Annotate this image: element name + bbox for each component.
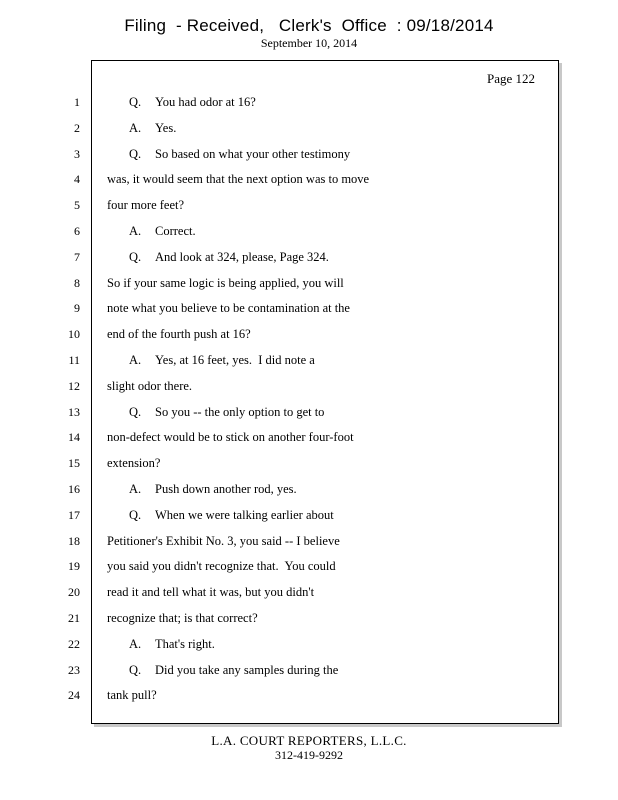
line-content: Yes.: [155, 120, 177, 135]
line-number: 1: [74, 95, 80, 109]
transcript-line: [0, 221, 618, 241]
page-number: Page 122: [487, 71, 536, 86]
line-content: When we were talking earlier about: [155, 507, 334, 522]
transcript-line: [0, 376, 618, 396]
transcript-line: [0, 582, 618, 602]
transcript-line: [0, 169, 618, 189]
line-text: read it and tell what it was, but you didn't: [107, 585, 315, 600]
line-text: four more feet?: [107, 198, 185, 213]
deposition-date: September 10, 2014: [260, 36, 358, 50]
transcript-line: [0, 505, 618, 525]
line-text: [129, 92, 256, 112]
line-text: Petitioner's Exhibit No. 3, you said -- I believe: [107, 533, 340, 548]
line-content: Did you take any samples during the: [155, 662, 339, 677]
line-text: [129, 221, 196, 241]
line-content: That's right.: [155, 636, 215, 651]
transcript-line: [0, 350, 618, 370]
line-number: 11: [68, 353, 80, 367]
transcript-line: [0, 608, 618, 628]
transcript-line: [0, 324, 618, 344]
line-number: 22: [68, 636, 80, 651]
line-number: 4: [74, 172, 80, 187]
transcript-line: [0, 427, 618, 447]
line-number: 13: [68, 404, 80, 419]
line-content: Push down another rod, yes.: [155, 482, 297, 496]
line-number: 23: [68, 662, 80, 677]
transcript-line: [0, 634, 618, 654]
transcript-line: [0, 402, 618, 422]
transcript-line: [0, 556, 618, 576]
transcript-line: [0, 453, 618, 473]
speaker-marker: Q.: [129, 404, 142, 419]
speaker-marker: Q.: [129, 507, 142, 522]
line-text: slight odor there.: [107, 378, 193, 393]
transcript-line: [0, 247, 618, 267]
line-text: was, it would seem that the next option was to move: [107, 172, 370, 187]
transcript-line: [0, 92, 618, 112]
line-text: recognize that; is that correct?: [107, 611, 258, 625]
speaker-marker: A.: [129, 120, 142, 135]
line-text: tank pull?: [107, 688, 157, 703]
line-text: [129, 505, 334, 525]
line-text: [129, 660, 338, 680]
court-reporter-name: L.A. COURT REPORTERS, L.L.C.: [211, 733, 407, 748]
line-number: 14: [68, 430, 80, 445]
speaker-marker: Q.: [129, 249, 142, 264]
line-text: end of the fourth push at 16?: [107, 327, 251, 342]
line-text: So if your same logic is being applied, you will: [107, 275, 344, 290]
line-text: extension?: [107, 456, 161, 471]
transcript-line: [0, 660, 618, 680]
line-content: Correct.: [155, 224, 196, 238]
line-text: non-defect would be to stick on another four-foot: [107, 430, 354, 445]
line-text: you said you didn't recognize that. You could: [107, 559, 336, 574]
speaker-marker: A.: [129, 353, 142, 367]
transcript-line: [0, 685, 618, 705]
transcript-line: [0, 273, 618, 293]
line-number: 2: [74, 120, 80, 135]
line-number: 6: [74, 224, 80, 238]
court-reporter-phone: 312-419-9292: [275, 748, 343, 762]
speaker-marker: A.: [129, 482, 142, 496]
line-content: So you -- the only option to get to: [155, 404, 325, 419]
transcript-line: [0, 298, 618, 318]
line-text: [129, 402, 324, 422]
speaker-marker: A.: [129, 224, 142, 238]
line-number: 5: [74, 198, 80, 213]
line-number: 15: [68, 456, 80, 471]
line-number: 16: [68, 482, 80, 496]
line-text: [129, 350, 315, 370]
line-number: 21: [68, 611, 80, 625]
line-number: 8: [74, 275, 80, 290]
line-content: And look at 324, please, Page 324.: [155, 249, 329, 264]
line-content: So based on what your other testimony: [155, 146, 351, 161]
transcript-line: [0, 479, 618, 499]
line-text: [129, 634, 215, 654]
line-text: [129, 247, 329, 267]
line-number: 20: [68, 585, 80, 600]
transcript-line: [0, 118, 618, 138]
line-number: 3: [74, 146, 80, 161]
line-number: 18: [68, 533, 80, 548]
line-text: [129, 144, 350, 164]
line-content: You had odor at 16?: [155, 95, 256, 109]
line-text: [129, 479, 297, 499]
transcript-line: [0, 144, 618, 164]
filing-stamp: Filing - Received, Clerk's Office : 09/18/2014: [124, 16, 494, 35]
line-text: [129, 118, 176, 138]
speaker-marker: Q.: [129, 95, 142, 109]
transcript-line: [0, 531, 618, 551]
speaker-marker: A.: [129, 636, 142, 651]
line-number: 19: [68, 559, 80, 574]
speaker-marker: Q.: [129, 662, 142, 677]
speaker-marker: Q.: [129, 146, 142, 161]
line-number: 12: [68, 378, 80, 393]
line-number: 17: [68, 507, 80, 522]
line-number: 10: [68, 327, 80, 342]
line-number: 24: [68, 688, 80, 703]
line-content: Yes, at 16 feet, yes. I did note a: [155, 353, 315, 367]
line-number: 9: [74, 301, 80, 316]
line-text: note what you believe to be contamination at the: [107, 301, 350, 316]
transcript-line: [0, 195, 618, 215]
line-number: 7: [74, 249, 80, 264]
